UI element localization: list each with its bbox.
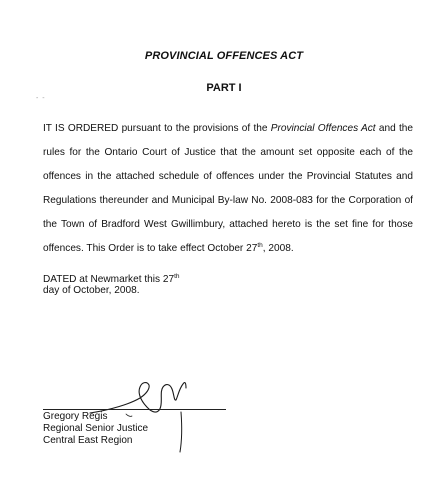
signatory-region: Central East Region — [43, 435, 133, 446]
order-body: and the rules for the Ontario Court of Justice that the amount set opposite each of the offences in the attached schedule of offences under the Provincial Statutes and Regulations thereunder and Municipal By-law No. 2008-083 for the Corporation of the Town of Bradford West Gwillimbury, attached hereto is the set fine for those offences. This Order is to take effect October 27 — [43, 123, 413, 254]
order-lead: IT IS ORDERED pursuant to the provisions of the — [43, 123, 271, 134]
signature-line — [43, 409, 226, 410]
act-name: Provincial Offences Act — [270, 123, 376, 134]
dated-day-suffix: th — [174, 273, 180, 280]
order-closing: , 2008. — [262, 243, 294, 254]
part-heading: PART I — [206, 82, 242, 94]
scan-speck: - - — [36, 95, 46, 102]
signatory-title: Regional Senior Justice — [43, 423, 149, 434]
dated-line-2: day of October, 2008. — [43, 285, 140, 296]
dated-line-1: DATED at Newmarket this 27 — [43, 274, 175, 285]
effect-date-suffix: th — [257, 242, 263, 249]
act-title: PROVINCIAL OFFENCES ACT — [144, 50, 304, 62]
signature-block — [43, 411, 148, 447]
signatory-name: Gregory Regis — [43, 411, 108, 422]
